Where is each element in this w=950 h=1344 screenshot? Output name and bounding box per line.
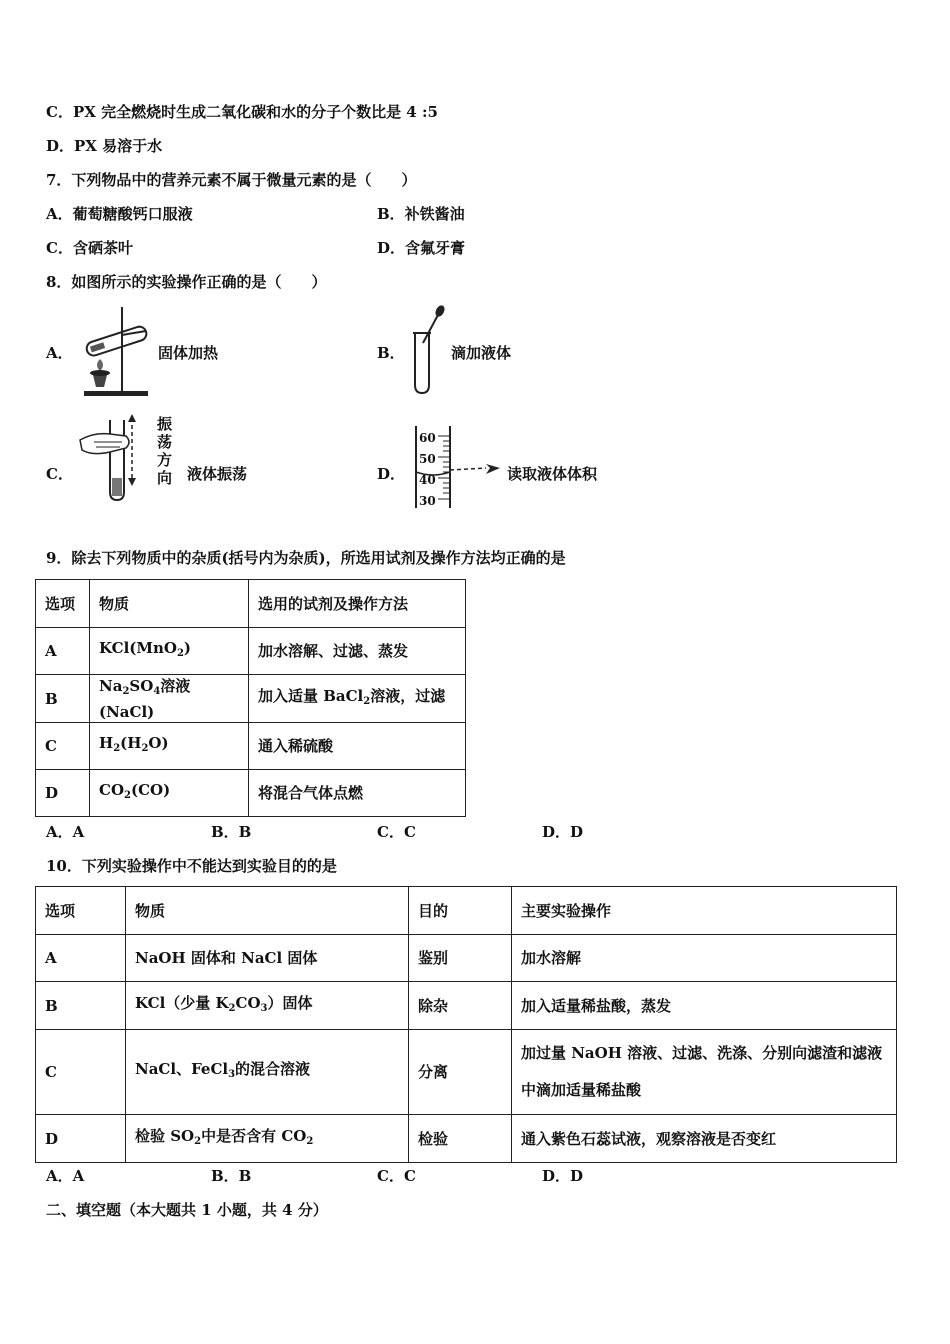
q10-answer-d: D．D <box>542 1167 584 1185</box>
shake-char: 荡 <box>157 433 173 451</box>
operation-cell: 加入适量稀盐酸，蒸发 <box>512 982 897 1030</box>
substance-cell: KCl（少量 $K_2CO_3$）固体 <box>126 982 409 1030</box>
shake-char: 方 <box>157 451 173 469</box>
q6-option-c: C．PX 完全燃烧时生成二氧化碳和水的分子个数比是 4 :5 <box>46 103 438 121</box>
header-cell: 主要实验操作 <box>512 887 897 935</box>
option-key: B <box>36 982 126 1030</box>
q8-option-d-letter: D． <box>377 465 406 483</box>
cylinder-tick-label: 50 <box>419 452 436 466</box>
table-row <box>36 770 466 817</box>
table-header-row <box>36 580 466 628</box>
option-key: D <box>36 1115 126 1163</box>
q9-table <box>35 579 466 817</box>
purpose-cell: 分离 <box>409 1030 512 1115</box>
q7-option-b: B．补铁酱油 <box>377 205 465 223</box>
purpose-cell: 检验 <box>409 1115 512 1163</box>
q8-option-d-label: 读取液体体积 <box>507 465 598 483</box>
option-key: A <box>36 935 126 982</box>
substance-cell: 检验 $SO_2$中是否含有 $CO_2$ <box>126 1115 409 1163</box>
table-row <box>36 628 466 675</box>
q10-answer-c: C．C <box>377 1167 416 1185</box>
option-key: C <box>36 723 90 770</box>
dropping-liquid-figure <box>405 305 445 397</box>
substance-cell: $CO_2(CO)$ <box>90 770 249 817</box>
q8-option-b-label: 滴加液体 <box>451 344 512 362</box>
table-row <box>36 982 897 1030</box>
shaking-liquid-figure <box>76 412 136 504</box>
q8-option-c-label: 液体振荡 <box>187 465 248 483</box>
q10-answer-b: B．B <box>211 1167 252 1185</box>
cylinder-tick-labels <box>419 428 436 512</box>
option-key: D <box>36 770 90 817</box>
table-row <box>36 935 897 982</box>
q9-stem: 9．除去下列物质中的杂质(括号内为杂质)，所选用试剂及操作方法均正确的是 <box>46 549 566 567</box>
shake-char: 振 <box>157 415 173 433</box>
q9-answer-a: A．A <box>46 823 85 841</box>
q7-option-a: A．葡萄糖酸钙口服液 <box>46 205 193 223</box>
substance-cell: $Na_2SO_4$溶液(NaCl) <box>90 675 249 723</box>
purpose-cell: 除杂 <box>409 982 512 1030</box>
method-cell: 通入稀硫酸 <box>249 723 466 770</box>
table-row <box>36 723 466 770</box>
cylinder-tick-label: 30 <box>419 494 436 508</box>
q10-table <box>35 886 897 1163</box>
option-key: C <box>36 1030 126 1115</box>
operation-cell: 通入紫色石蕊试液，观察溶液是否变红 <box>512 1115 897 1163</box>
option-key: A <box>36 628 90 675</box>
q8-option-a-letter: A． <box>46 344 73 362</box>
operation-line: 加过量 NaOH 溶液、过滤、洗涤、分别向滤渣和滤液 <box>521 1044 883 1062</box>
method-cell: 加水溶解、过滤、蒸发 <box>249 628 466 675</box>
operation-cell: 加水溶解 <box>512 935 897 982</box>
operation-line: 中滴加适量稀盐酸 <box>521 1081 642 1099</box>
solid-heating-figure <box>74 305 154 397</box>
q8-option-b-letter: B． <box>377 344 405 362</box>
header-cell: 选项 <box>36 580 90 628</box>
q10-answer-a: A．A <box>46 1167 85 1185</box>
table-row <box>36 675 466 723</box>
method-cell: 加入适量 BaCl$_2$溶液，过滤 <box>249 675 466 723</box>
table-row <box>36 1115 897 1163</box>
shake-direction-text <box>157 415 172 487</box>
header-cell: 选用的试剂及操作方法 <box>249 580 466 628</box>
option-key: B <box>36 675 90 723</box>
method-cell: 将混合气体点燃 <box>249 770 466 817</box>
q7-stem: 7．下列物品中的营养元素不属于微量元素的是（ ） <box>46 171 417 189</box>
q7-option-c: C．含硒茶叶 <box>46 239 133 257</box>
q8-option-c-letter: C． <box>46 465 73 483</box>
q8-stem: 8．如图所示的实验操作正确的是（ ） <box>46 273 327 291</box>
substance-cell: NaOH 固体和 NaCl 固体 <box>126 935 409 982</box>
substance-cell: $H_2(H_2O)$ <box>90 723 249 770</box>
purpose-cell: 鉴别 <box>409 935 512 982</box>
cylinder-tick-label: 40 <box>419 473 436 487</box>
q7-option-d: D．含氟牙膏 <box>377 239 466 257</box>
table-row <box>36 1030 897 1115</box>
substance-cell: KCl(MnO$_2$) <box>90 628 249 675</box>
header-cell: 物质 <box>90 580 249 628</box>
q9-answer-b: B．B <box>211 823 252 841</box>
operation-cell <box>512 1030 897 1115</box>
q8-option-a-label: 固体加热 <box>158 344 219 362</box>
q9-answer-c: C．C <box>377 823 416 841</box>
header-cell: 目的 <box>409 887 512 935</box>
cylinder-tick-label: 60 <box>419 431 436 445</box>
header-cell: 物质 <box>126 887 409 935</box>
q6-option-d: D．PX 易溶于水 <box>46 137 163 155</box>
q9-answer-d: D．D <box>542 823 584 841</box>
q10-stem: 10．下列实验操作中不能达到实验目的的是 <box>46 857 337 875</box>
table-header-row <box>36 887 897 935</box>
shake-char: 向 <box>157 469 173 487</box>
section-2-title: 二、填空题（本大题共 1 小题，共 4 分） <box>46 1201 328 1219</box>
header-cell: 选项 <box>36 887 126 935</box>
substance-cell: NaCl、FeCl$_3$的混合溶液 <box>126 1030 409 1115</box>
